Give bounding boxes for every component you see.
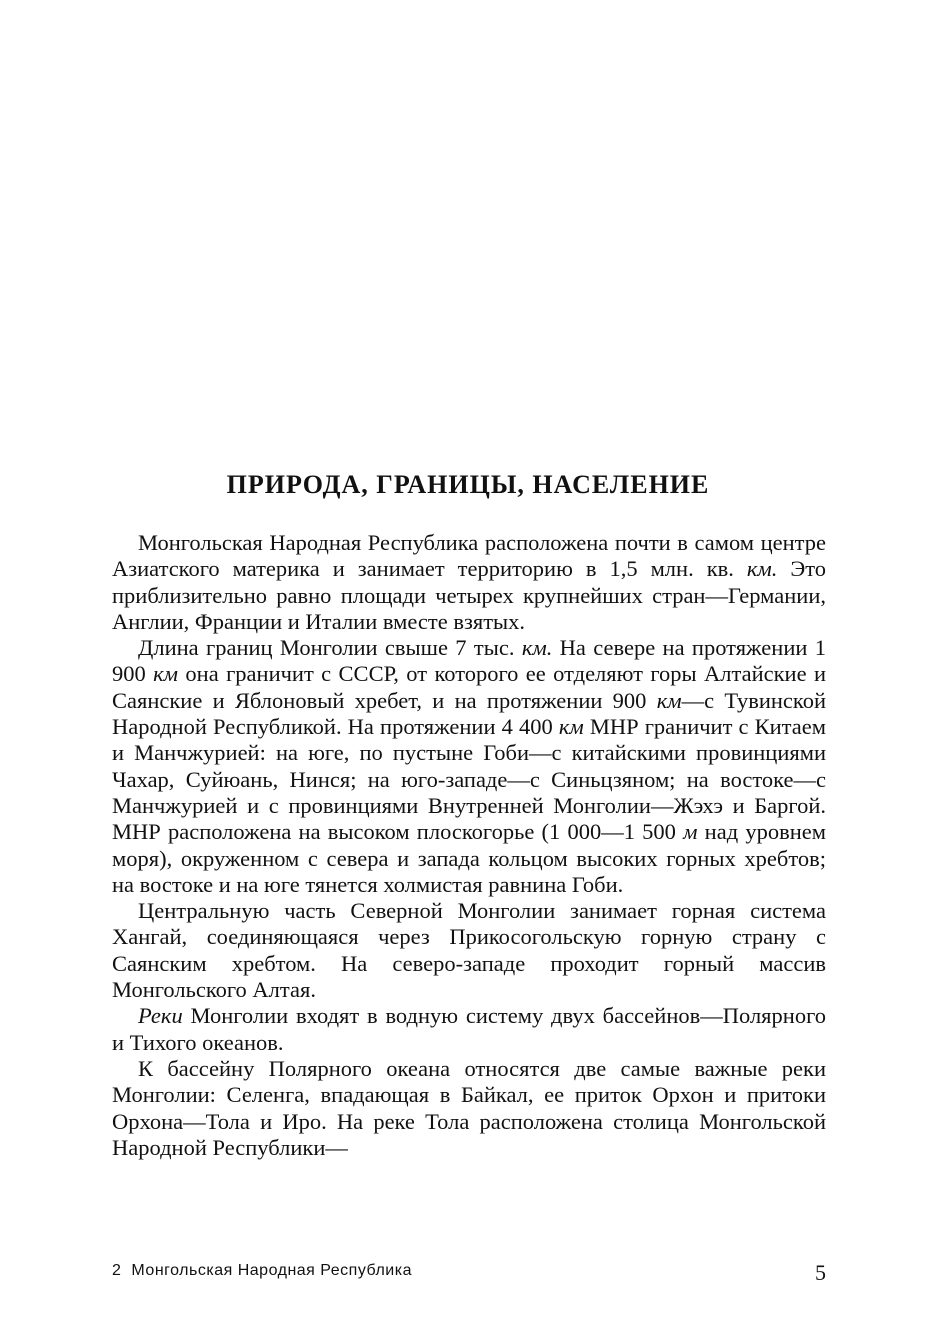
- text-run: Монгольская Народная Республика расположена почти в самом центре Азиатского материка и занимает территорию в 1,5 млн. кв.: [112, 530, 826, 582]
- unit-italic: км.: [746, 556, 778, 582]
- unit-italic: км.: [521, 635, 553, 661]
- signature-mark: [112, 1262, 412, 1280]
- paragraph-polar-basin: К бассейну Полярного океана относятся две самые важные реки Монголии: Селенга, впадающая в Байкал, ее приток Орхон и притоки Орхона—Тола и Иро. На реке Тола расположена столица Монгольской Народной Республики—: [112, 1055, 826, 1160]
- page-title: ПРИРОДА, ГРАНИЦЫ, НАСЕЛЕНИЕ: [226, 470, 710, 499]
- unit-italic: м: [683, 819, 698, 845]
- text-run: над уровнем моря), окруженном с севера и запада кольцом высоких горных хребтов; на востоке и на юге тянется холмистая равнина Гоби.: [112, 819, 826, 897]
- paragraph-rivers: [112, 1003, 826, 1056]
- paragraph-borders: [112, 635, 826, 898]
- text-run: На севере на протяжении 1 900: [112, 635, 826, 687]
- paragraph-territory: [112, 530, 826, 635]
- page-number: 5: [815, 1260, 826, 1285]
- rivers-lead-italic: Реки: [138, 1003, 183, 1029]
- unit-italic: км: [558, 714, 584, 740]
- text-run: она граничит с СССР, от которого ее отделяют горы Алтайские и Саянские и Яблоновый хребет, и на протяжении 900: [112, 661, 826, 713]
- text-run: Длина границ Монголии свыше 7 тыс.: [138, 635, 522, 661]
- text-run: МНР граничит с Китаем и Манчжурией: на юге, по пустыне Гоби—с китайскими провинциями Чахар, Суйюань, Нинся; на юго-западе—с Синьцзяном; на востоке—с Манчжурией и с провинциями Внутренней Монголии—Жэхэ и Баргой. МНР расположена на высоком плоскогорье (1 000—1 500: [112, 714, 826, 845]
- paragraph-mountains: Центральную часть Северной Монголии занимает горная система Хангай, соединяющаяся через Прикосогольскую горную страну с Саянским хребтом. На северо-западе проходит горный массив Монгольского Алтая.: [112, 898, 826, 1003]
- text-run: Монголии входят в водную систему двух бассейнов—Полярного и Тихого океанов.: [112, 1003, 826, 1055]
- signature-title: Монгольская Народная Республика: [131, 1262, 412, 1279]
- unit-italic: км: [153, 661, 179, 687]
- body-text: [112, 530, 826, 1161]
- signature-number: 2: [112, 1262, 122, 1279]
- text-run: —с Тувинской Народной Республикой. На протяжении 4 400: [112, 687, 826, 740]
- page-footer: [112, 1262, 826, 1288]
- unit-italic: км: [656, 687, 682, 713]
- text-run: Это приблизительно равно площади четырех крупнейших стран—Германии, Англии, Франции и Италии вместе взятых.: [112, 556, 826, 634]
